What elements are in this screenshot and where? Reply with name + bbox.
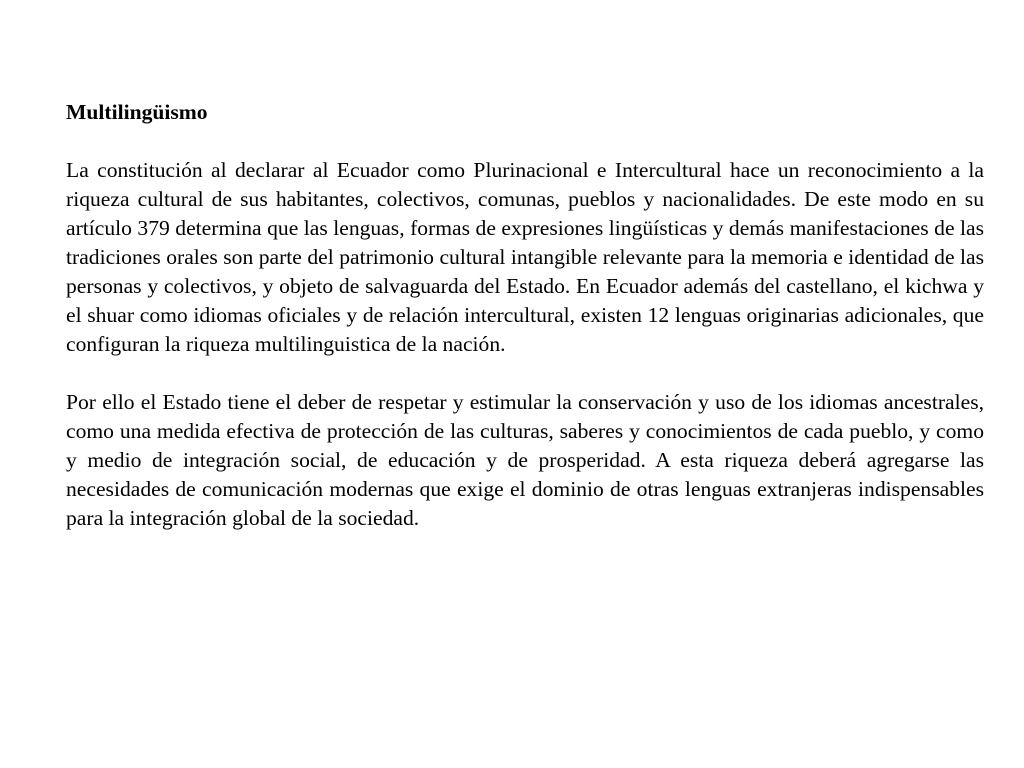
paragraph-1: La constitución al declarar al Ecuador como Plurinacional e Intercultural hace un reconocimiento a la riqueza cultural de sus habitantes, colectivos, comunas, pueblos y nacionalidades. De este modo en su artículo 379 determina que las lenguas, formas de expresiones lingüísticas y demás manifestaciones de las tradiciones orales son parte del patrimonio cultural intangible relevante para la memoria e identidad de las personas y colectivos, y objeto de salvaguarda del Estado. En Ecuador además del castellano, el kichwa y el shuar como idiomas oficiales y de relación intercultural, existen 12 lenguas originarias adicionales, que configuran la riqueza multilinguistica de la nación. [66, 158, 984, 356]
document-title: Multilingüismo [66, 100, 208, 124]
paragraph-2: Por ello el Estado tiene el deber de respetar y estimular la conservación y uso de los idiomas ancestrales, como una medida efectiva de protección de las culturas, saberes y conocimientos de cada pueblo, y como y medio de integración social, de educación y de prosperidad. A esta riqueza deberá agregarse las necesidades de comunicación modernas que exige el dominio de otras lenguas extranjeras indispensables para la integración global de la sociedad. [66, 390, 984, 530]
document-body [66, 98, 984, 562]
